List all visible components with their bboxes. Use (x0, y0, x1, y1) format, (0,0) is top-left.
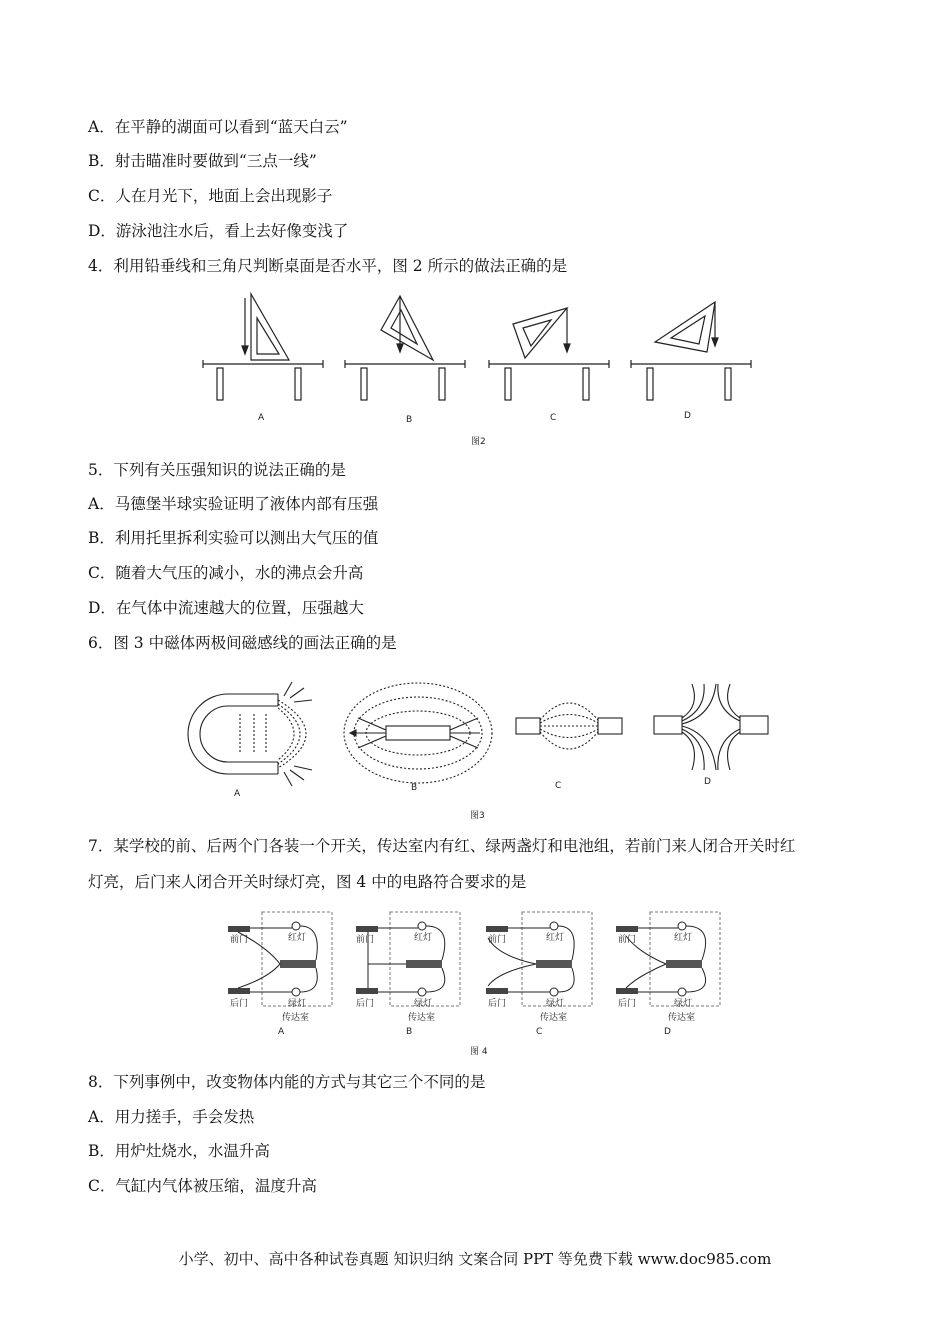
fig3-magnet-d (654, 684, 768, 770)
fig4-label-a: A (278, 1027, 285, 1037)
fig4-d-green-lamp: 绿灯 (674, 999, 693, 1009)
figure-3 (180, 666, 790, 826)
fig3-magnet-c (516, 703, 622, 749)
q5-stem: 5．下列有关压强知识的说法正确的是 (88, 461, 346, 479)
q5-option-d: D．在气体中流速越大的位置，压强越大 (88, 599, 364, 617)
fig2-table-a (203, 294, 323, 400)
fig4-circuit-b (356, 912, 460, 1037)
fig4-c-room: 传达室 (540, 1013, 568, 1023)
fig3-label-a: A (234, 789, 241, 799)
fig4-a-front-door: 前门 (230, 935, 249, 945)
q6-stem: 6．图 3 中磁体两极间磁感线的画法正确的是 (88, 634, 397, 652)
q8-option-b: B．用炉灶烧水，水温升高 (88, 1142, 270, 1160)
fig2-label-c: C (550, 413, 557, 423)
fig4-label-d: D (664, 1027, 671, 1037)
fig2-label-d: D (684, 411, 691, 421)
fig4-circuit-d (616, 912, 720, 1037)
fig2-label-b: B (406, 415, 413, 425)
fig3-label-d: D (704, 777, 711, 787)
fig4-a-red-lamp: 红灯 (288, 933, 307, 943)
fig3-magnet-b (344, 683, 492, 783)
q3-option-d: D．游泳池注水后，看上去好像变浅了 (88, 222, 349, 240)
q8-option-c: C．气缸内气体被压缩，温度升高 (88, 1177, 317, 1195)
fig2-label-a: A (258, 413, 265, 423)
q5-option-a: A．马德堡半球实验证明了液体内部有压强 (88, 495, 379, 513)
q3-option-b: B．射击瞄准时要做到“三点一线” (88, 152, 317, 170)
page-footer: 小学、初中、高中各种试卷真题 知识归纳 文案合同 PPT 等免费下载 www.doc985.com (178, 1250, 772, 1268)
q5-option-c: C．随着大气压的减小，水的沸点会升高 (88, 564, 364, 582)
q8-stem: 8．下列事例中，改变物体内能的方式与其它三个不同的是 (88, 1073, 486, 1091)
fig3-label-b: B (411, 783, 418, 793)
fig4-d-back-door: 后门 (618, 999, 637, 1009)
q5-option-b: B．利用托里拆利实验可以测出大气压的值 (88, 529, 379, 547)
fig4-c-green-lamp: 绿灯 (546, 999, 565, 1009)
fig3-magnet-a (188, 682, 312, 786)
fig4-a-back-door: 后门 (230, 999, 249, 1009)
fig4-c-red-lamp: 红灯 (546, 933, 565, 943)
fig4-c-front-door: 前门 (488, 935, 507, 945)
fig3-label-c: C (555, 781, 562, 791)
fig4-label-c: C (536, 1027, 543, 1037)
fig4-b-front-door: 前门 (356, 935, 375, 945)
fig2-table-c (489, 308, 609, 400)
fig4-b-green-lamp: 绿灯 (414, 999, 433, 1009)
q7-stem-line-2: 灯亮，后门来人闭合开关时绿灯亮，图 4 中的电路符合要求的是 (88, 873, 527, 891)
fig4-c-back-door: 后门 (488, 999, 507, 1009)
fig4-circuit-c (486, 912, 592, 1037)
fig4-a-green-lamp: 绿灯 (288, 999, 307, 1009)
q4-stem: 4．利用铅垂线和三角尺判断桌面是否水平，图 2 所示的做法正确的是 (88, 257, 568, 275)
fig4-d-room: 传达室 (668, 1013, 696, 1023)
fig4-circuit-a (228, 912, 332, 1037)
fig4-b-back-door: 后门 (356, 999, 375, 1009)
q7-stem-line-1: 7．某学校的前、后两个门各装一个开关，传达室内有红、绿两盏灯和电池组，若前门来人闭合开关时红 (88, 837, 796, 855)
fig4-b-red-lamp: 红灯 (414, 933, 433, 943)
fig4-d-red-lamp: 红灯 (674, 933, 693, 943)
figure-2 (195, 288, 755, 448)
q8-option-a: A．用力搓手，手会发热 (88, 1108, 255, 1126)
fig4-a-room: 传达室 (282, 1013, 310, 1023)
fig4-label-b: B (406, 1027, 413, 1037)
q3-option-c: C．人在月光下，地面上会出现影子 (88, 187, 333, 205)
figure-4 (218, 908, 728, 1060)
fig4-caption: 图 4 (470, 1047, 488, 1057)
fig4-b-room: 传达室 (408, 1013, 436, 1023)
fig2-table-d (631, 302, 751, 400)
fig2-caption: 图2 (471, 437, 486, 447)
fig2-table-b (345, 296, 465, 400)
fig4-d-front-door: 前门 (618, 935, 637, 945)
q3-option-a: A．在平静的湖面可以看到“蓝天白云” (88, 118, 348, 136)
fig3-caption: 图3 (470, 811, 485, 821)
